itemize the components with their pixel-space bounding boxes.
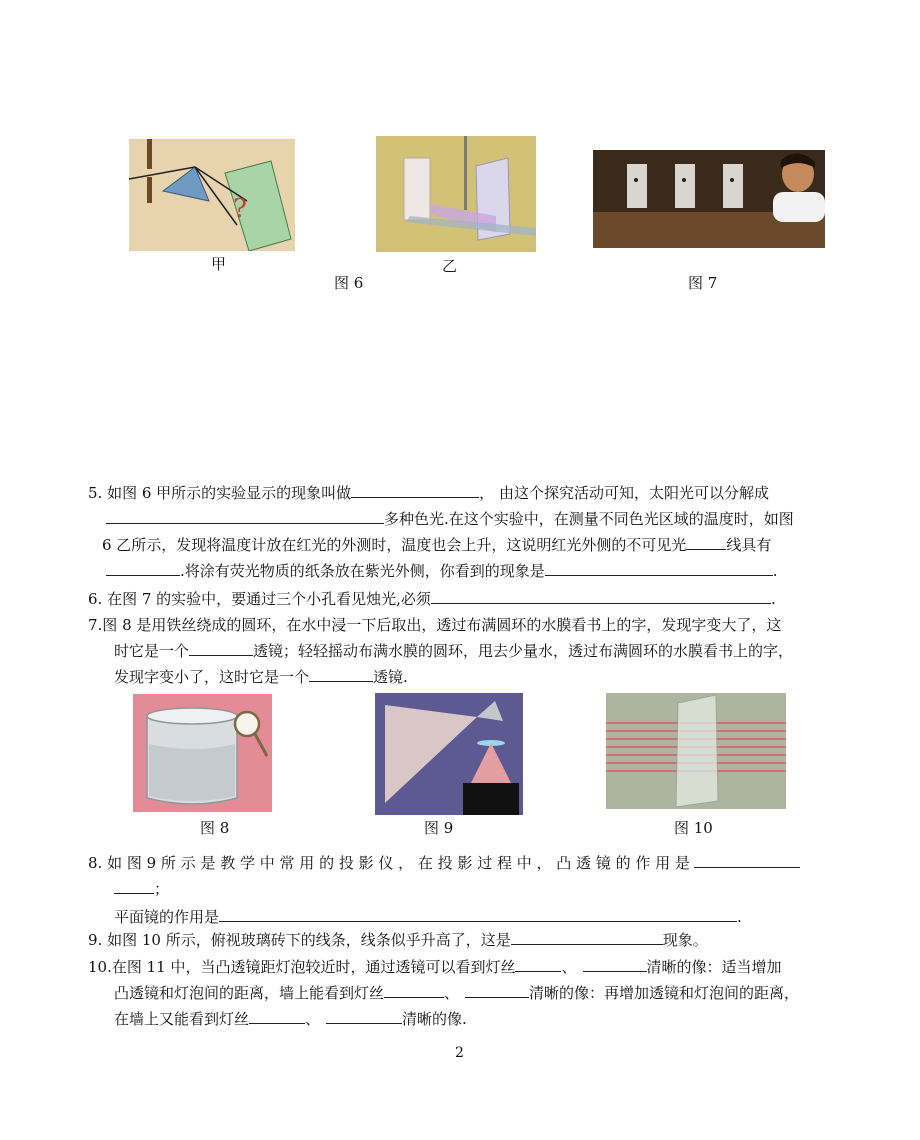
q5-line3-text-a: 6 乙所示，发现将温度计放在红光的外测时，温度也会上升，这说明红光外侧的不可见光 xyxy=(102,536,687,554)
q5-line4-text-a: .将涂有荧光物质的纸条放在紫光外侧，你看到的现象是 xyxy=(180,562,545,580)
figure-6-jia-caption: 甲 xyxy=(211,255,227,273)
q5-line1-text-a: 5. 如图 6 甲所示的实验显示的现象叫做 xyxy=(88,484,352,502)
figure-9-label: 图 9 xyxy=(424,819,454,837)
q10-blank-2[interactable] xyxy=(583,957,647,972)
q8-blank-2[interactable] xyxy=(219,907,737,922)
q7-blank-2[interactable] xyxy=(309,667,373,682)
q9-blank[interactable] xyxy=(511,930,663,945)
q10-blank-4[interactable] xyxy=(465,983,529,998)
figure-7-image xyxy=(593,150,825,248)
figure-6-label: 图 6 xyxy=(334,274,364,292)
question-10 xyxy=(88,956,848,1036)
q10-line3-text-a: 在墙上又能看到灯丝 xyxy=(114,1010,250,1028)
figure-10-image xyxy=(606,693,786,809)
figure-7-label: 图 7 xyxy=(688,274,718,292)
q5-blank-1[interactable] xyxy=(351,483,479,498)
q7-line3-text-a: 发现字变小了，这时它是一个 xyxy=(114,668,310,686)
q10-line2-text-c: 清晰的像：再增加透镜和灯泡间的距离， xyxy=(529,984,800,1002)
q7-line3-text-b: 透镜. xyxy=(373,668,408,686)
figure-8-label: 图 8 xyxy=(200,819,230,837)
q10-line2-sep: 、 xyxy=(444,984,460,1002)
q7-line1-text: 7.图 8 是用铁丝绕成的圆环，在水中浸一下后取出，透过布满圆环的水膜看书上的字，发现字变大了，这 xyxy=(88,616,782,634)
svg-text:?: ? xyxy=(233,194,247,224)
q5-blank-4[interactable] xyxy=(106,561,180,576)
q10-line1-text-a: 10.在图 11 中，当凸透镜距灯泡较近时，通过透镜可以看到灯丝 xyxy=(88,958,516,976)
q6-end: . xyxy=(770,590,776,608)
q8-blank-1b[interactable] xyxy=(114,879,154,894)
q6-text: 6. 在图 7 的实验中，要通过三个小孔看见烛光,必须 xyxy=(88,590,431,608)
figure-6-jia-image xyxy=(129,139,295,251)
figure-6-yi-image xyxy=(376,136,536,252)
q7-line2-text-b: 透镜；轻轻摇动布满水膜的圆环，甩去少量水，透过布满圆环的水膜看书上的字， xyxy=(253,642,794,660)
q10-blank-1[interactable] xyxy=(515,957,561,972)
q10-line2-text-a: 凸透镜和灯泡间的距离，墙上能看到灯丝 xyxy=(114,984,385,1002)
q5-line3-text-b: 线具有 xyxy=(726,536,772,554)
q8-line3-text-a: 平面镜的作用是 xyxy=(114,908,220,926)
q5-blank-5[interactable] xyxy=(545,561,773,576)
question-7 xyxy=(88,614,848,690)
q9-text: 9. 如图 10 所示，俯视玻璃砖下的线条，线条似乎升高了，这是 xyxy=(88,931,511,949)
q6-blank[interactable] xyxy=(431,589,771,604)
page-number: 2 xyxy=(455,1045,464,1061)
q10-blank-3[interactable] xyxy=(384,983,444,998)
figure-6-yi-caption: 乙 xyxy=(442,257,458,275)
q5-line1-text-b: ， 由这个探究活动可知，太阳光可以分解成 xyxy=(479,484,769,502)
q5-blank-3[interactable] xyxy=(686,535,726,550)
question-8 xyxy=(88,852,848,932)
q5-line4-text-b: . xyxy=(772,562,778,580)
q9-end: 现象。 xyxy=(662,931,708,949)
q8-line3-text-b: . xyxy=(737,908,742,926)
q5-blank-2[interactable] xyxy=(106,509,384,524)
figure-10-label: 图 10 xyxy=(674,819,713,837)
question-9 xyxy=(88,929,848,953)
figure-9-image xyxy=(375,693,523,815)
q10-line3-text-c: 清晰的像. xyxy=(402,1010,467,1028)
q8-line1-text: 8. 如 图 9 所 示 是 教 学 中 常 用 的 投 影 仪 ， 在 投 影 过 程 中 ， 凸 透 镜 的 作 用 是 xyxy=(88,854,690,872)
q10-line1-text-c: 清晰的像：适当增加 xyxy=(646,958,782,976)
q7-line2-text-a: 时它是一个 xyxy=(114,642,190,660)
q7-blank-1[interactable] xyxy=(189,641,253,656)
q10-blank-6[interactable] xyxy=(326,1009,402,1024)
q10-blank-5[interactable] xyxy=(249,1009,305,1024)
q10-line3-sep: 、 xyxy=(305,1010,321,1028)
q5-line2-text: 多种色光.在这个实验中，在测量不同色光区域的温度时，如图 xyxy=(384,510,794,528)
question-5 xyxy=(88,482,848,582)
q10-line1-sep: 、 xyxy=(561,958,577,976)
question-6 xyxy=(88,588,848,612)
figure-8-image xyxy=(133,694,272,812)
q8-blank-1a[interactable] xyxy=(694,853,800,868)
q8-line2-text: ； xyxy=(154,880,170,898)
